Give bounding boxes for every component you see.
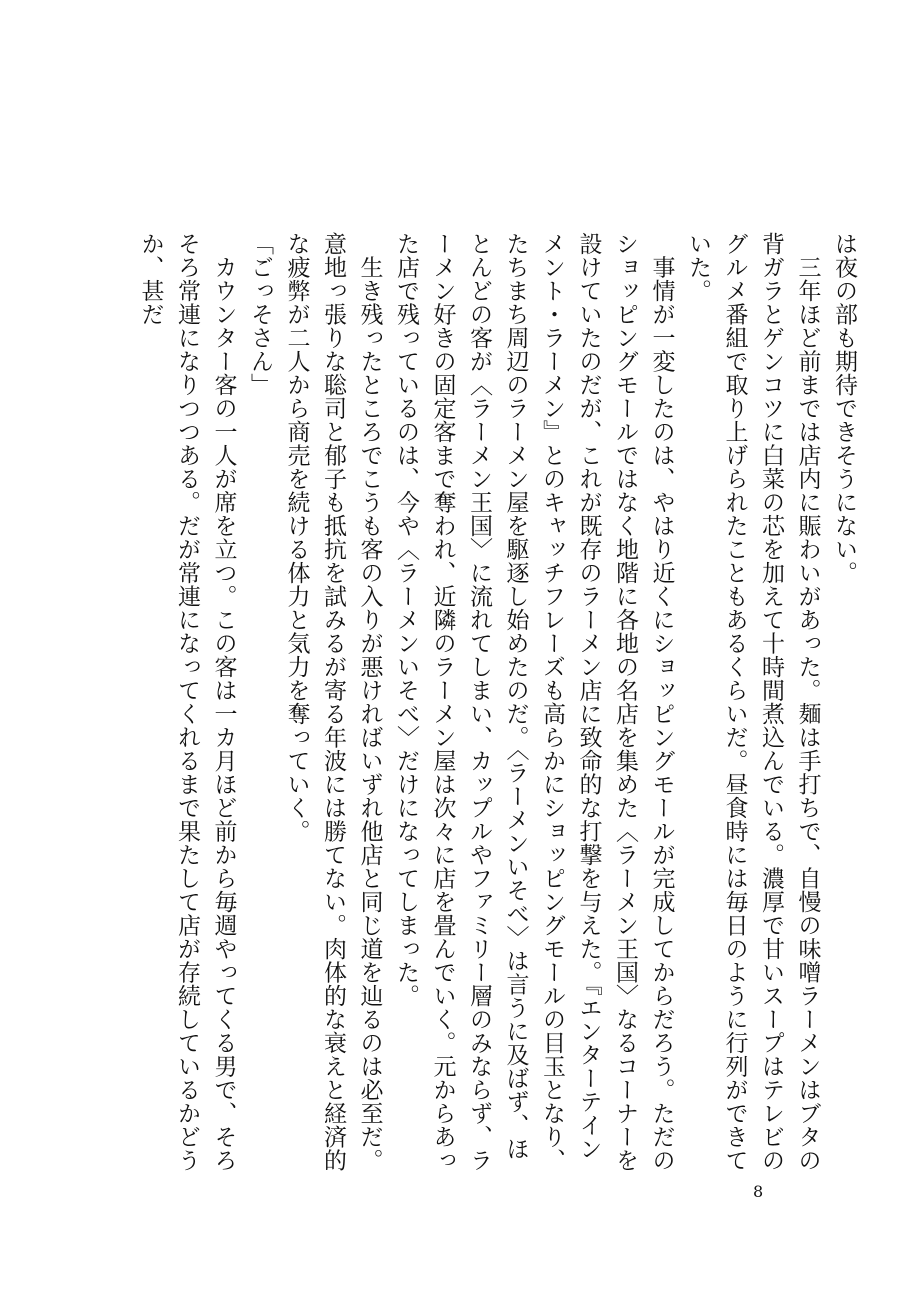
paragraph-2: 三年ほど前までは店内に賑わいがあった。麺は手打ちで、自慢の味噌ラーメンはブタの背ガラとゲンコツに白菜の芯を加えて十時間煮込んでいる。濃厚で甘いスープはテレビのグルメ番組で取り上げられたこともあるくらいだ。昼食時には毎日のように行列ができていた。 — [685, 232, 821, 1172]
paragraph-6: カウンター客の一人が席を立つ。この客は一カ月ほど前から毎週やってくる男で、そろそろ常連になりつつある。だが常連になってくれるまで果たして店が存続しているかどうか、甚だ — [137, 232, 237, 1172]
body-text — [102, 232, 862, 1172]
paragraph-3: 事情が一変したのは、やはり近くにショッピングモールが完成してからだろう。ただのショッピングモールではなく地階に各地の名店を集めた〈ラーメン王国〉なるコーナーを設けていたのだが、これが既存のラーメン店に致命的な打撃を与えた。『エンターテインメント・ラーメン』とのキャッチフレーズも高らかにショッピングモールの目玉となり、たちまち周辺のラーメン屋を駆逐し始めたのだ。〈ラーメンいそべ〉は言うに及ばず、ほとんどの客が〈ラーメン王国〉に流れてしまい、カップルやファミリー層のみならず、ラーメン好きの固定客まで奪われ、近隣のラーメン屋は次々に店を畳んでいく。元からあった店で残っているのは、今や〈ラーメンいそべ〉だけになってしまった。 — [393, 232, 675, 1172]
paragraph-4: 生き残ったところでこうも客の入りが悪ければいずれ他店と同じ道を辿るのは必至だ。意地っ張りな聡司と郁子も抵抗を試みるが寄る年波には勝てない。肉体的な衰えと経済的な疲弊が二人から商売を続ける体力と気力を奪っていく。 — [283, 232, 383, 1172]
paragraph-1: は夜の部も期待できそうにない。 — [831, 232, 857, 585]
page-number: 8 — [753, 1182, 764, 1201]
paragraph-5: 「ごっそさん」 — [247, 232, 273, 397]
